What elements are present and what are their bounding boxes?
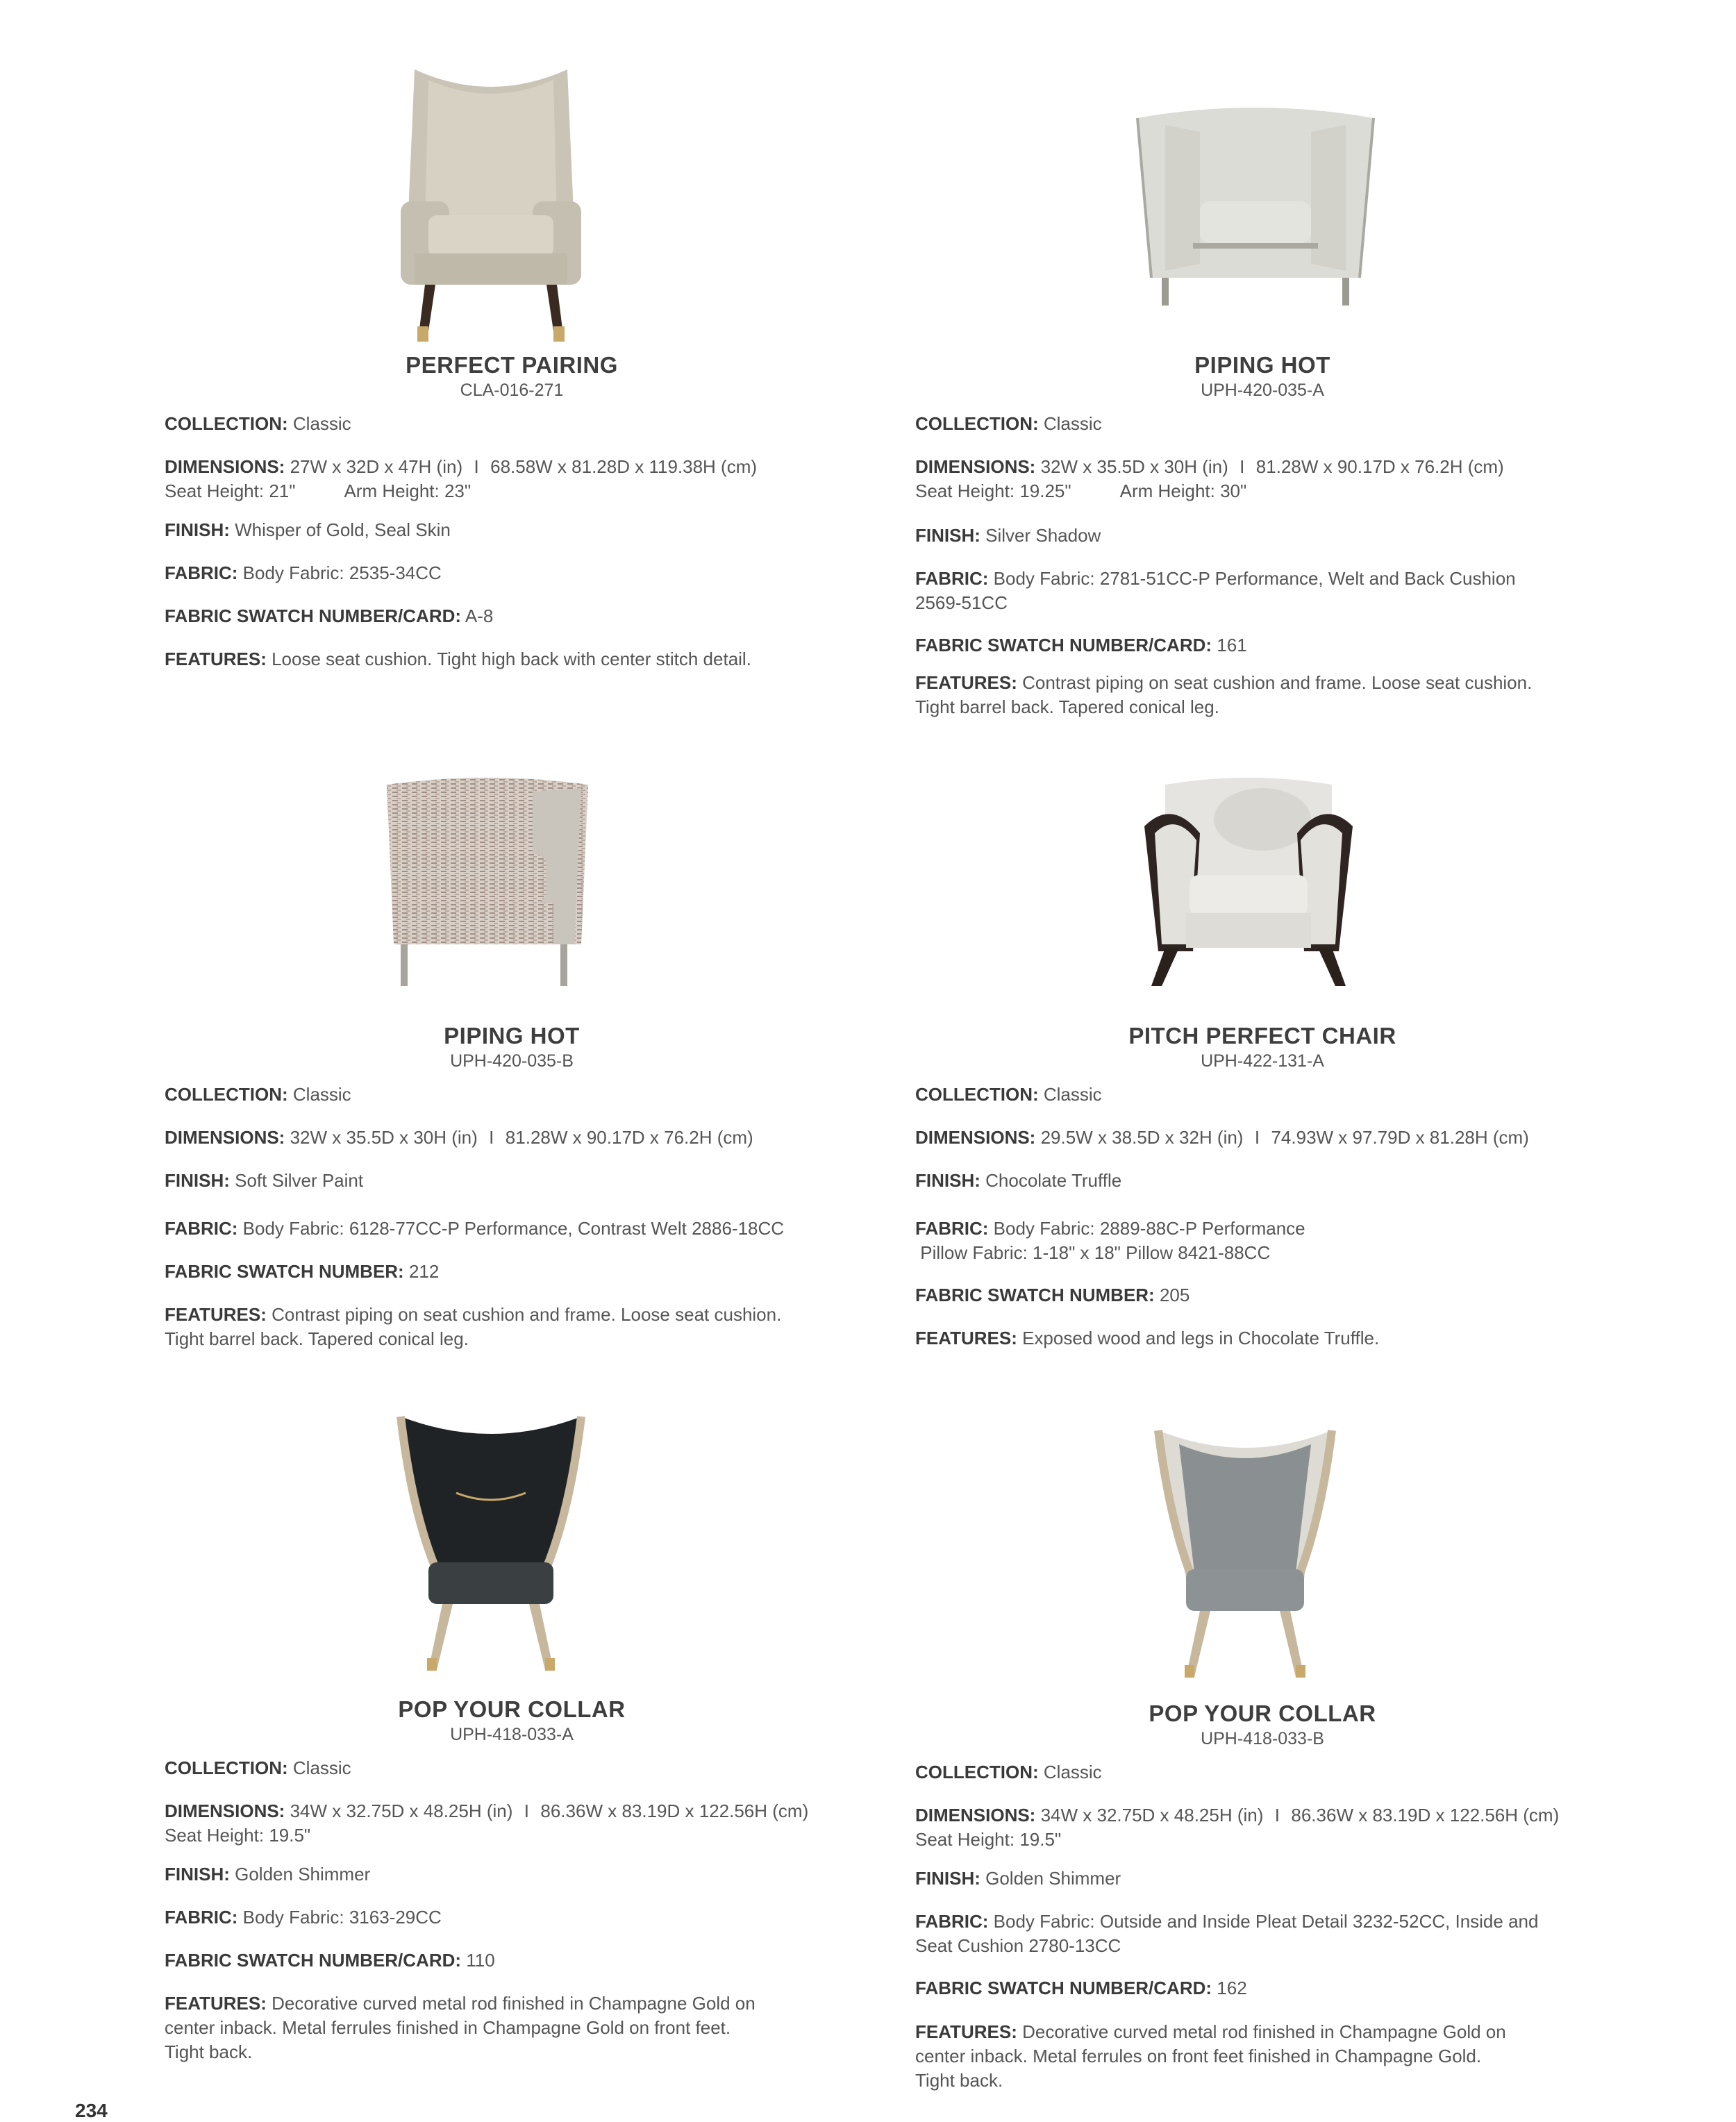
dimensions-cm: 86.36W x 83.19D x 122.56H (cm): [1291, 1805, 1560, 1826]
features-label: FEATURES:: [915, 672, 1017, 693]
collection-row: [915, 412, 1610, 436]
features-value-line3: Tight back.: [915, 2070, 1003, 2091]
dimensions-separator: I: [1274, 1805, 1280, 1826]
product-piping-hot-a: [915, 49, 1610, 736]
swatch-label: FABRIC SWATCH NUMBER:: [915, 1285, 1155, 1305]
dimensions-label: DIMENSIONS:: [915, 456, 1036, 477]
swatch-row: [915, 1976, 1610, 2000]
dimensions-label: DIMENSIONS:: [165, 1801, 285, 1821]
collection-label: COLLECTION:: [165, 1757, 288, 1778]
swatch-value: 162: [1217, 1978, 1247, 1998]
collection-label: COLLECTION:: [165, 1084, 288, 1105]
pop-your-collar-b-chair-image: [1144, 1423, 1346, 1687]
collection-row: [915, 1760, 1610, 1785]
dimensions-row: [165, 455, 859, 503]
fabric-value-line2: Pillow Fabric: 1-18" x 18" Pillow 8421-88CC: [920, 1242, 1271, 1263]
dimensions-row: [915, 1803, 1610, 1852]
fabric-value-line2: Seat Cushion 2780-13CC: [915, 1935, 1121, 1956]
features-value: Exposed wood and legs in Chocolate Truffle.: [1022, 1328, 1380, 1348]
page-number: 234: [75, 2100, 108, 2121]
dimensions-cm: 81.28W x 90.17D x 76.2H (cm): [505, 1127, 753, 1148]
finish-row: [165, 1862, 859, 1887]
swatch-label: FABRIC SWATCH NUMBER:: [165, 1261, 404, 1282]
pop-your-collar-a-chair-image: [387, 1410, 595, 1680]
dimensions-row: [915, 455, 1610, 503]
fabric-value: Body Fabric: 2535-34CC: [242, 562, 442, 583]
swatch-label: FABRIC SWATCH NUMBER/CARD:: [915, 1978, 1212, 1998]
dimensions-row: [165, 1126, 859, 1150]
collection-label: COLLECTION:: [165, 413, 288, 434]
dimensions-separator: I: [1254, 1127, 1260, 1148]
finish-value: Silver Shadow: [985, 525, 1101, 546]
finish-row: [915, 1169, 1610, 1193]
product-pitch-perfect-chair: [915, 722, 1610, 1375]
arm-height: Arm Height: 23": [344, 481, 471, 501]
swatch-label: FABRIC SWATCH NUMBER/CARD:: [165, 1950, 462, 1971]
features-value: Loose seat cushion. Tight high back with center stitch detail.: [272, 649, 751, 669]
finish-row: [165, 1169, 859, 1193]
collection-value: Classic: [292, 1084, 351, 1105]
features-label: FEATURES:: [165, 1993, 267, 2014]
finish-label: FINISH:: [165, 1170, 230, 1191]
product-title: PERFECT PAIRING: [406, 352, 618, 378]
piping-hot-b-chair-image: [373, 771, 602, 993]
fabric-row: [915, 1217, 1610, 1265]
fabric-value-line1: Body Fabric: 2889-88C-P Performance: [993, 1218, 1305, 1239]
fabric-value: Body Fabric: 6128-77CC-P Performance, Contrast Welt 2886-18CC: [242, 1218, 785, 1239]
fabric-row: [915, 1910, 1610, 1958]
finish-row: [165, 518, 859, 542]
features-value-line3: Tight back.: [165, 2041, 253, 2062]
swatch-label: FABRIC SWATCH NUMBER/CARD:: [915, 635, 1212, 655]
finish-label: FINISH:: [915, 1170, 980, 1191]
dimensions-separator: I: [1240, 456, 1245, 477]
collection-label: COLLECTION:: [915, 1762, 1039, 1782]
swatch-row: [915, 1283, 1610, 1308]
swatch-value: 161: [1217, 635, 1247, 655]
fabric-label: FABRIC:: [165, 1218, 238, 1239]
finish-value: Soft Silver Paint: [235, 1170, 364, 1191]
finish-label: FINISH:: [165, 1864, 230, 1885]
features-row: [915, 671, 1610, 719]
swatch-value: A-8: [465, 605, 494, 626]
product-sku: UPH-418-033-B: [1201, 1729, 1324, 1748]
product-pop-your-collar-a: [165, 1396, 859, 2090]
finish-row: [915, 524, 1610, 548]
fabric-value: Body Fabric: 3163-29CC: [242, 1907, 442, 1928]
swatch-label: FABRIC SWATCH NUMBER/CARD:: [165, 605, 462, 626]
dimensions-cm: 68.58W x 81.28D x 119.38H (cm): [490, 456, 758, 477]
features-value-line1: Decorative curved metal rod finished in Champagne Gold on: [1022, 2021, 1506, 2042]
dimensions-inches: 27W x 32D x 47H (in): [290, 456, 463, 477]
collection-value: Classic: [292, 413, 351, 434]
arm-height: Arm Height: 30": [1119, 481, 1247, 501]
fabric-row: [915, 567, 1610, 615]
dimensions-cm: 81.28W x 90.17D x 76.2H (cm): [1255, 456, 1504, 477]
features-row: [165, 1991, 859, 2064]
seat-height: Seat Height: 19.5": [165, 1825, 311, 1846]
fabric-label: FABRIC:: [165, 562, 238, 583]
dimensions-row: [915, 1126, 1610, 1150]
fabric-row: [165, 561, 859, 585]
dimensions-cm: 74.93W x 97.79D x 81.28H (cm): [1271, 1127, 1529, 1148]
perfect-pairing-chair-image: [387, 56, 595, 347]
features-value-line1: Contrast piping on seat cushion and frame. Loose seat cushion.: [1022, 672, 1533, 693]
piping-hot-a-chair-image: [1124, 104, 1387, 312]
dimensions-separator: I: [524, 1801, 529, 1821]
finish-row: [915, 1866, 1610, 1891]
swatch-value: 212: [408, 1261, 440, 1282]
fabric-label: FABRIC:: [915, 1218, 989, 1239]
features-row: [915, 1326, 1610, 1351]
features-value-line2: Tight barrel back. Tapered conical leg.: [165, 1328, 469, 1349]
dimensions-inches: 34W x 32.75D x 48.25H (in): [290, 1801, 513, 1821]
features-value-line2: center inback. Metal ferrules on front feet finished in Champagne Gold.: [915, 2046, 1482, 2066]
finish-value: Golden Shimmer: [235, 1864, 371, 1885]
fabric-value-line2: 2569-51CC: [915, 592, 1008, 613]
finish-label: FINISH:: [915, 525, 980, 546]
swatch-row: [165, 1260, 859, 1284]
dimensions-inches: 34W x 32.75D x 48.25H (in): [1040, 1805, 1264, 1826]
collection-value: Classic: [1043, 1084, 1102, 1105]
swatch-row: [165, 1948, 859, 1973]
features-label: FEATURES:: [165, 1304, 267, 1325]
dimensions-label: DIMENSIONS:: [915, 1805, 1036, 1826]
features-value-line1: Contrast piping on seat cushion and frame. Loose seat cushion.: [272, 1304, 782, 1325]
seat-height: Seat Height: 19.25": [915, 481, 1071, 501]
features-label: FEATURES:: [165, 649, 267, 669]
product-title: POP YOUR COLLAR: [398, 1696, 626, 1722]
fabric-label: FABRIC:: [915, 568, 989, 589]
product-pop-your-collar-b: [915, 1396, 1610, 2118]
features-label: FEATURES:: [915, 1328, 1017, 1348]
swatch-row: [915, 633, 1610, 658]
collection-row: [165, 1756, 859, 1780]
dimensions-inches: 32W x 35.5D x 30H (in): [1040, 456, 1228, 477]
features-value-line2: center inback. Metal ferrules finished in Champagne Gold on front feet.: [165, 2017, 731, 2038]
product-sku: CLA-016-271: [460, 381, 564, 400]
swatch-row: [165, 604, 859, 628]
product-title: PIPING HOT: [1194, 352, 1330, 378]
collection-value: Classic: [1043, 1762, 1102, 1782]
finish-value: Chocolate Truffle: [985, 1170, 1122, 1191]
dimensions-row: [165, 1799, 859, 1848]
collection-label: COLLECTION:: [915, 1084, 1039, 1105]
features-value-line2: Tight barrel back. Tapered conical leg.: [915, 696, 1219, 717]
product-sku: UPH-420-035-A: [1201, 381, 1324, 400]
pitch-perfect-chair-image: [1124, 771, 1374, 993]
fabric-label: FABRIC:: [165, 1907, 238, 1928]
features-row: [915, 2020, 1610, 2093]
finish-label: FINISH:: [915, 1868, 980, 1889]
dimensions-separator: I: [489, 1127, 494, 1148]
seat-height: Seat Height: 21": [165, 481, 296, 501]
product-sku: UPH-420-035-B: [450, 1051, 574, 1071]
product-piping-hot-b: [165, 722, 859, 1375]
fabric-row: [165, 1905, 859, 1930]
product-title: PITCH PERFECT CHAIR: [1128, 1023, 1396, 1049]
fabric-value-line1: Body Fabric: 2781-51CC-P Performance, Welt and Back Cushion: [993, 568, 1516, 589]
fabric-row: [165, 1217, 859, 1241]
fabric-value-line1: Body Fabric: Outside and Inside Pleat Detail 3232-52CC, Inside and: [993, 1911, 1539, 1932]
collection-row: [165, 412, 859, 436]
dimensions-inches: 29.5W x 38.5D x 32H (in): [1040, 1127, 1244, 1148]
dimensions-label: DIMENSIONS:: [165, 1127, 285, 1148]
product-perfect-pairing: [165, 49, 859, 687]
dimensions-inches: 32W x 35.5D x 30H (in): [290, 1127, 478, 1148]
product-title: POP YOUR COLLAR: [1149, 1701, 1376, 1726]
swatch-value: 205: [1159, 1285, 1190, 1305]
dimensions-cm: 86.36W x 83.19D x 122.56H (cm): [540, 1801, 809, 1821]
collection-row: [165, 1083, 859, 1107]
features-value-line1: Decorative curved metal rod finished in Champagne Gold on: [272, 1993, 756, 2014]
fabric-label: FABRIC:: [915, 1911, 989, 1932]
collection-value: Classic: [1043, 413, 1102, 434]
finish-label: FINISH:: [165, 519, 230, 540]
seat-height: Seat Height: 19.5": [915, 1829, 1062, 1850]
dimensions-separator: I: [474, 456, 479, 477]
dimensions-label: DIMENSIONS:: [165, 456, 285, 477]
swatch-value: 110: [466, 1950, 495, 1971]
product-sku: UPH-422-131-A: [1201, 1051, 1324, 1071]
features-label: FEATURES:: [915, 2021, 1017, 2042]
finish-value: Golden Shimmer: [985, 1868, 1121, 1889]
features-row: [165, 1303, 859, 1351]
dimensions-label: DIMENSIONS:: [915, 1127, 1036, 1148]
collection-label: COLLECTION:: [915, 413, 1039, 434]
product-sku: UPH-418-033-A: [450, 1725, 574, 1744]
collection-row: [915, 1083, 1610, 1107]
product-title: PIPING HOT: [444, 1023, 580, 1049]
collection-value: Classic: [292, 1757, 351, 1778]
finish-value: Whisper of Gold, Seal Skin: [235, 519, 451, 540]
features-row: [165, 647, 859, 671]
